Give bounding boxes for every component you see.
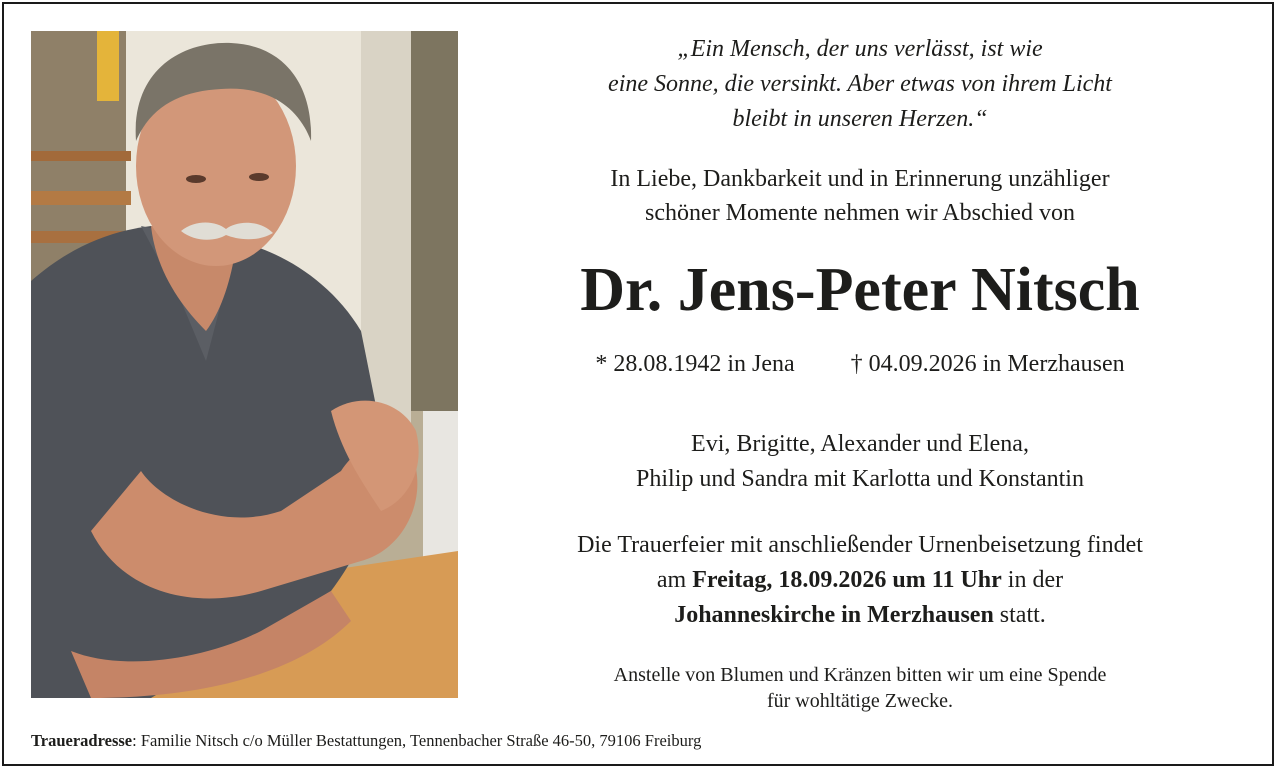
portrait-photo — [31, 31, 458, 698]
service-line-3 — [480, 598, 1240, 633]
intro-text — [480, 162, 1240, 230]
donation-note — [480, 662, 1240, 714]
note-line: für wohltätige Zwecke. — [766, 690, 954, 712]
service-line-2 — [480, 563, 1240, 598]
service-text: in der — [1001, 567, 1064, 593]
note-line: Anstelle von Blumen und Kränzen bitten wir um eine Spende — [613, 664, 1107, 686]
portrait-illustration — [31, 31, 458, 698]
family-line: Evi, Brigitte, Alexander und Elena, — [691, 431, 1029, 457]
address-label: Traueradresse — [31, 731, 133, 750]
service-text: statt. — [993, 602, 1046, 628]
quote-line: bleibt in unseren Herzen.“ — [732, 106, 988, 132]
service-line-1: Die Trauerfeier mit anschließender Urnenbeisetzung findet — [577, 532, 1143, 558]
family-names — [480, 427, 1240, 497]
address-text: : Familie Nitsch c/o Müller Bestattungen, Tennenbacher Straße 46-50, 79106 Freiburg — [132, 731, 702, 750]
death-date: † 04.09.2026 in Merzhausen — [850, 351, 1125, 377]
life-dates — [480, 347, 1240, 381]
birth-date: * 28.08.1942 in Jena — [595, 351, 795, 377]
service-info — [480, 528, 1240, 633]
intro-line: In Liebe, Dankbarkeit und in Erinnerung unzähliger — [610, 166, 1110, 192]
deceased-name: Dr. Jens-Peter Nitsch — [580, 256, 1140, 324]
intro-line: schöner Momente nehmen wir Abschied von — [645, 200, 1075, 226]
service-datetime: Freitag, 18.09.2026 um 11 Uhr — [692, 567, 1002, 593]
service-location: Johanneskirche in Merzhausen — [674, 602, 994, 628]
quote-line: „Ein Mensch, der uns verlässt, ist wie — [677, 36, 1043, 62]
mourning-address — [31, 730, 701, 752]
quote-block — [480, 32, 1240, 137]
service-text: am — [656, 567, 693, 593]
quote-line: eine Sonne, die versinkt. Aber etwas von ihrem Licht — [608, 71, 1112, 97]
family-line: Philip und Sandra mit Karlotta und Konstantin — [636, 466, 1084, 492]
